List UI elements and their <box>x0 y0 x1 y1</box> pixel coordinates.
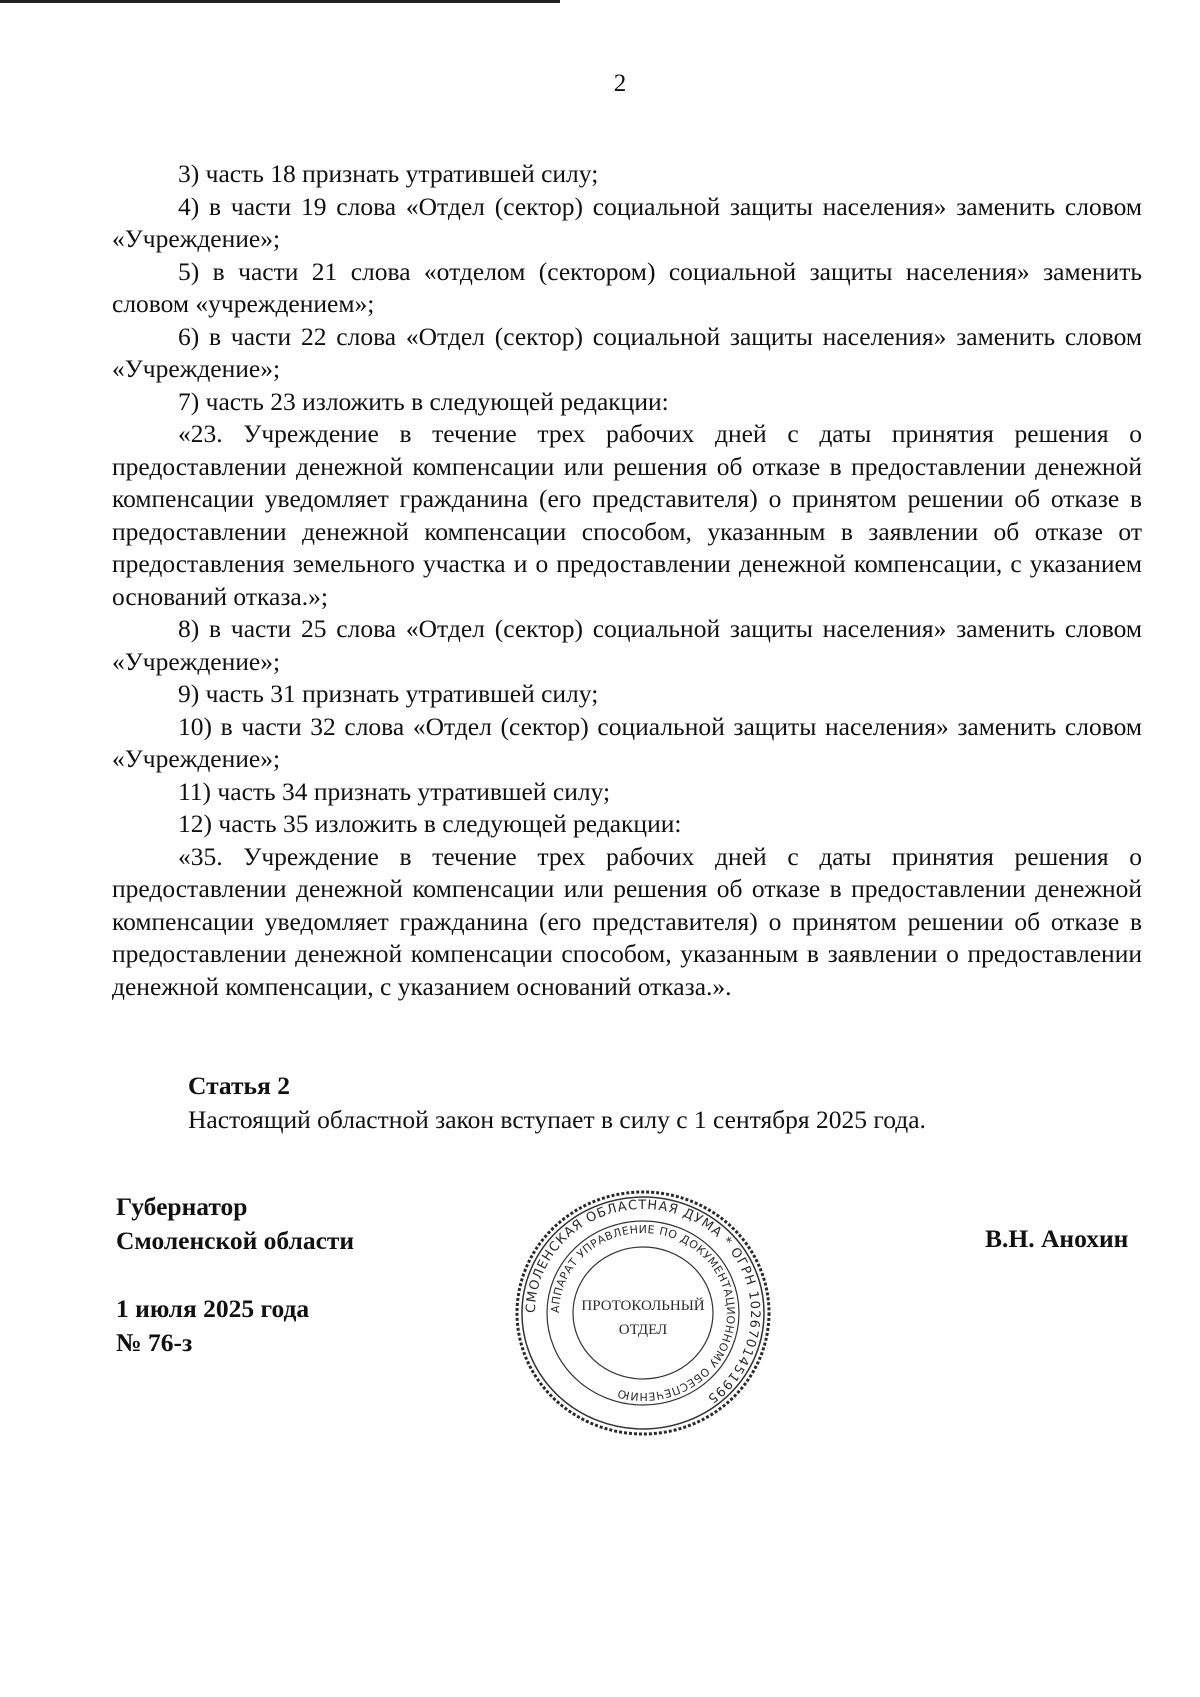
page-number: 2 <box>613 70 627 97</box>
paragraph-item-3: 3) часть 18 признать утратившей силу; <box>178 159 599 188</box>
paragraph-item-12: 12) часть 35 изложить в следующей редакции: <box>178 809 682 838</box>
signer-title-line1: Губернатор <box>116 1192 248 1221</box>
paragraph-item-4: 4) в части 19 слова «Отдел (сектор) социальной защиты населения» заменить словом «Учреждение»; <box>112 191 1142 253</box>
article-heading: Статья 2 <box>188 1071 290 1100</box>
paragraph-item-9: 9) часть 31 признать утратившей силу; <box>178 679 599 708</box>
stamp-center-line1: ПРОТОКОЛЬНЫЙ <box>581 1298 705 1314</box>
law-date: 1 июля 2025 года <box>116 1294 310 1323</box>
article-text: Настоящий областной закон вступает в силу с 1 сентября 2025 года. <box>188 1105 926 1134</box>
signer-name: В.Н. Анохин <box>985 1224 1129 1253</box>
stamp-inner-text: АППАРАТ УПРАВЛЕНИЕ ПО ДОКУМЕНТАЦИОННОМУ ОБЕСПЕЧЕНИЮ <box>548 1223 738 1404</box>
signer-title-line2: Смоленской области <box>116 1226 355 1255</box>
paragraph-item-5: 5) в части 21 слова «отделом (сектором) социальной защиты населения» заменить словом «учреждением»; <box>112 256 1142 318</box>
law-number: № 76-з <box>116 1328 193 1357</box>
official-stamp <box>512 1188 774 1438</box>
paragraph-quote-35: «35. Учреждение в течение трех рабочих дней с даты принятия решения о предоставлении денежной компенсации или решения об отказе в предоставлении денежной компенсации уведомляет гражданина (его представителя) о принятом решении об отказе в предоставлении денежной компенсации способом, указанным в заявлении о предоставлении денежной компенсации, с указанием оснований отказа.». <box>112 841 1142 1001</box>
scan-edge-line <box>0 0 560 3</box>
paragraph-item-10: 10) в части 32 слова «Отдел (сектор) социальной защиты населения» заменить словом «Учреждение»; <box>112 711 1142 773</box>
document-body <box>112 158 1142 1003</box>
paragraph-item-6: 6) в части 22 слова «Отдел (сектор) социальной защиты населения» заменить словом «Учреждение»; <box>112 321 1142 383</box>
stamp-center-line2: ОТДЕЛ <box>618 1322 668 1338</box>
stamp-outer-text: СМОЛЕНСКАЯ ОБЛАСТНАЯ ДУМА * ОГРН 1026701451995 <box>523 1197 763 1407</box>
paragraph-item-8: 8) в части 25 слова «Отдел (сектор) социальной защиты населения» заменить словом «Учреждение»; <box>112 614 1142 676</box>
article-2 <box>188 1069 926 1137</box>
paragraph-quote-23: «23. Учреждение в течение трех рабочих дней с даты принятия решения о предоставлении денежной компенсации или решения об отказе в предоставлении денежной компенсации уведомляет гражданина (его представителя) о принятом решении об отказе в предоставлении денежной компенсации способом, указанным в заявлении об отказе от предоставления земельного участка и о предоставлении денежной компенсации, с указанием оснований отказа.»; <box>112 419 1142 611</box>
paragraph-item-7: 7) часть 23 изложить в следующей редакции: <box>178 386 669 416</box>
paragraph-item-11: 11) часть 34 признать утратившей силу; <box>178 776 611 806</box>
signature-block <box>116 1190 354 1360</box>
